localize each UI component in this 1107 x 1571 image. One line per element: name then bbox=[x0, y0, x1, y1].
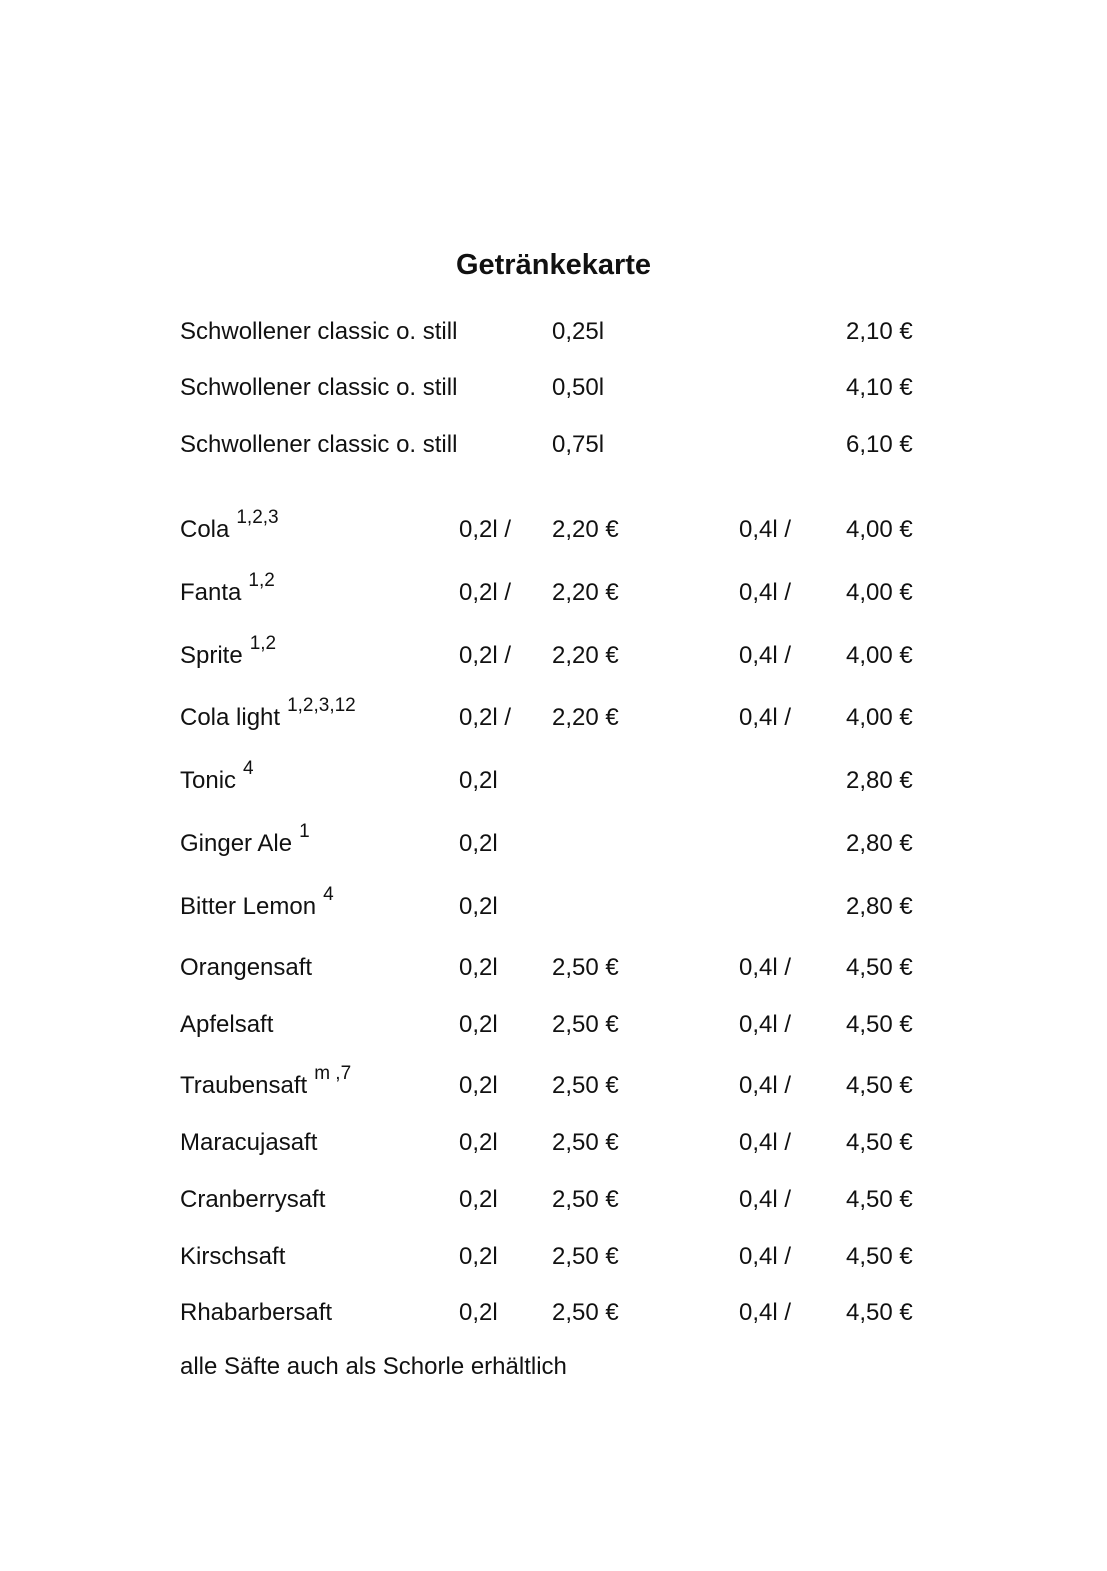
drink-price-large: 4,00 € bbox=[846, 516, 913, 543]
drink-price-large: 4,00 € bbox=[846, 579, 913, 606]
drink-price-large: 2,80 € bbox=[846, 767, 913, 794]
drink-price-small: 2,50 € bbox=[552, 954, 619, 981]
drink-name-wrap bbox=[180, 884, 334, 929]
drink-name-wrap bbox=[180, 695, 356, 740]
drink-size-large: 0,4l / bbox=[739, 642, 792, 669]
menu-row-water bbox=[0, 425, 1107, 465]
drink-size: 0,2l / bbox=[459, 516, 512, 543]
drink-size-large: 0,4l / bbox=[739, 1299, 792, 1326]
drink-name-wrap bbox=[180, 758, 254, 803]
drink-size: 0,2l bbox=[459, 954, 498, 981]
footnote-mark: 1,2,3,12 bbox=[287, 695, 356, 716]
drink-size: 0,25l bbox=[552, 318, 605, 345]
drink-size: 0,2l bbox=[459, 1186, 498, 1213]
drink-price-small: 2,20 € bbox=[552, 642, 619, 669]
drink-size-large: 0,4l / bbox=[739, 1243, 792, 1270]
drink-price: 2,10 € bbox=[846, 318, 913, 345]
drink-price-small: 2,50 € bbox=[552, 1186, 619, 1213]
drink-name: Maracujasaft bbox=[180, 1129, 318, 1156]
drink-size: 0,2l / bbox=[459, 642, 512, 669]
drink-name: Apfelsaft bbox=[180, 1011, 274, 1038]
menu-row-softdrink bbox=[0, 633, 1107, 676]
menu-row-water bbox=[0, 368, 1107, 408]
menu-row-water bbox=[0, 312, 1107, 352]
drink-name: Ginger Ale bbox=[180, 830, 293, 857]
schorle-note: alle Säfte auch als Schorle erhältlich bbox=[180, 1353, 567, 1380]
drink-price-small: 2,20 € bbox=[552, 704, 619, 731]
drink-price-large: 4,00 € bbox=[846, 642, 913, 669]
drink-price-large: 4,50 € bbox=[846, 954, 913, 981]
drink-size-large: 0,4l / bbox=[739, 1186, 792, 1213]
drink-price-large: 2,80 € bbox=[846, 893, 913, 920]
footnote-mark: m ,7 bbox=[314, 1063, 352, 1084]
menu-row-softdrink bbox=[0, 758, 1107, 801]
drink-price-large: 4,00 € bbox=[846, 704, 913, 731]
menu-row-juice bbox=[0, 948, 1107, 988]
footnote-mark: 1,2 bbox=[249, 633, 277, 654]
drink-size: 0,2l bbox=[459, 767, 498, 794]
drink-price-small: 2,50 € bbox=[552, 1299, 619, 1326]
drink-name: Orangensaft bbox=[180, 954, 313, 981]
drink-price-large: 2,80 € bbox=[846, 830, 913, 857]
drink-name: Kirschsaft bbox=[180, 1243, 286, 1270]
drink-name: Sprite bbox=[180, 642, 243, 669]
drink-price-large: 4,50 € bbox=[846, 1186, 913, 1213]
drink-size-large: 0,4l / bbox=[739, 954, 792, 981]
drink-name: Rhabarbersaft bbox=[180, 1299, 333, 1326]
drink-name: Tonic bbox=[180, 767, 237, 794]
footnote-mark: 1,2 bbox=[248, 570, 275, 591]
menu-row-juice bbox=[0, 1063, 1107, 1106]
menu-row-juice bbox=[0, 1123, 1107, 1163]
drink-name: Schwollener classic o. still bbox=[180, 318, 458, 345]
drink-size-large: 0,4l / bbox=[739, 579, 792, 606]
drink-name: Bitter Lemon bbox=[180, 893, 317, 920]
drink-price-large: 4,50 € bbox=[846, 1299, 913, 1326]
drink-name: Schwollener classic o. still bbox=[180, 374, 458, 401]
drink-price-large: 4,50 € bbox=[846, 1243, 913, 1270]
drink-size: 0,2l / bbox=[459, 704, 512, 731]
drink-name-wrap bbox=[180, 507, 279, 552]
drink-name: Traubensaft bbox=[180, 1072, 308, 1099]
drink-price-large: 4,50 € bbox=[846, 1011, 913, 1038]
drink-size: 0,2l bbox=[459, 1299, 498, 1326]
drink-size-large: 0,4l / bbox=[739, 704, 792, 731]
drink-size: 0,2l bbox=[459, 1243, 498, 1270]
drink-price-small: 2,50 € bbox=[552, 1072, 619, 1099]
drink-size: 0,2l bbox=[459, 893, 498, 920]
page-title: Getränkekarte bbox=[455, 249, 652, 281]
drink-name: Fanta bbox=[180, 579, 242, 606]
menu-row-softdrink bbox=[0, 570, 1107, 613]
drink-price-large: 4,50 € bbox=[846, 1129, 913, 1156]
drink-price-small: 2,50 € bbox=[552, 1011, 619, 1038]
drink-price: 4,10 € bbox=[846, 374, 913, 401]
drink-size-large: 0,4l / bbox=[739, 1011, 792, 1038]
drink-name-wrap bbox=[180, 633, 277, 678]
drink-size: 0,75l bbox=[552, 431, 605, 458]
drink-price-large: 4,50 € bbox=[846, 1072, 913, 1099]
footnote-mark: 1,2,3 bbox=[236, 507, 279, 528]
menu-row-juice bbox=[0, 1005, 1107, 1045]
drink-price-small: 2,50 € bbox=[552, 1243, 619, 1270]
drink-size-large: 0,4l / bbox=[739, 516, 792, 543]
menu-row-juice bbox=[0, 1180, 1107, 1220]
menu-row-juice bbox=[0, 1237, 1107, 1277]
drink-name-wrap bbox=[180, 570, 275, 615]
drink-size: 0,2l / bbox=[459, 579, 512, 606]
drink-price-small: 2,20 € bbox=[552, 579, 619, 606]
menu-row-softdrink bbox=[0, 884, 1107, 927]
drink-size: 0,2l bbox=[459, 1129, 498, 1156]
drink-size: 0,2l bbox=[459, 1011, 498, 1038]
drink-size: 0,50l bbox=[552, 374, 605, 401]
drink-name: Cranberrysaft bbox=[180, 1186, 326, 1213]
menu-row-softdrink bbox=[0, 507, 1107, 550]
menu-row-juice bbox=[0, 1293, 1107, 1333]
drink-price: 6,10 € bbox=[846, 431, 913, 458]
drink-name: Schwollener classic o. still bbox=[180, 431, 458, 458]
footnote-mark: 4 bbox=[243, 758, 254, 779]
drink-size: 0,2l bbox=[459, 830, 498, 857]
drink-name: Cola light bbox=[180, 704, 281, 731]
footnote-mark: 4 bbox=[323, 884, 334, 905]
drink-name: Cola bbox=[180, 516, 230, 543]
menu-row-softdrink bbox=[0, 695, 1107, 738]
drink-size-large: 0,4l / bbox=[739, 1129, 792, 1156]
drink-size-large: 0,4l / bbox=[739, 1072, 792, 1099]
drink-size: 0,2l bbox=[459, 1072, 498, 1099]
drink-price-small: 2,20 € bbox=[552, 516, 619, 543]
drink-name-wrap bbox=[180, 821, 310, 866]
drink-price-small: 2,50 € bbox=[552, 1129, 619, 1156]
footnote-mark: 1 bbox=[299, 821, 310, 842]
drink-name-wrap bbox=[180, 1063, 352, 1108]
menu-row-softdrink bbox=[0, 821, 1107, 864]
